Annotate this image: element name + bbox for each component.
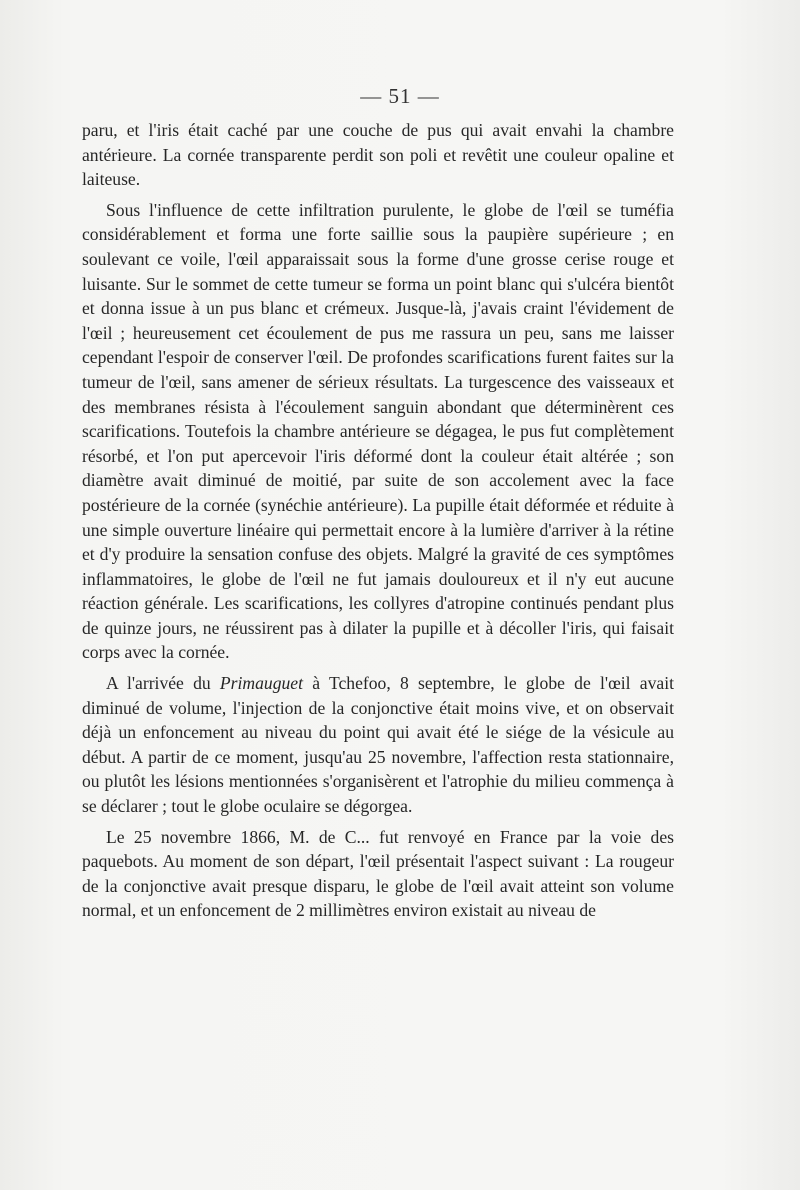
body-text — [82, 118, 674, 923]
paragraph-3 — [82, 671, 674, 819]
paragraph-2: Sous l'influence de cette infiltration purulente, le globe de l'œil se tuméfia considérablement et forma une forte saillie sous la paupière supérieure ; en soulevant ce voile, l'œil apparaissait sous la forme d'une grosse cerise rouge et luisante. Sur le sommet de cette tumeur se forma un point blanc qui s'ulcéra bientôt et donna issue à un pus blanc et crémeux. Jusque-là, j'avais craint l'évidement de l'œil ; heureusement cet écoulement de pus me rassura un peu, sans me laisser cependant l'espoir de conserver l'œil. De profondes scarifications furent faites sur la tumeur de l'œil, sans amener de sérieux résultats. La turgescence des vaisseaux et des membranes résista à l'écoulement sanguin abondant que déterminèrent ces scarifications. Toutefois la chambre antérieure se dégagea, le pus fut complètement résorbé, et l'on put apercevoir l'iris déformé dont la couleur était altérée ; son diamètre avait diminué de moitié, par suite de son accolement avec la face postérieure de la cornée (synéchie antérieure). La pupille était déformée et réduite à une simple ouverture linéaire qui permettait encore à la lumière d'arriver à la rétine et d'y produire la sensation confuse des objets. Malgré la gravité de ces symptômes inflammatoires, le globe de l'œil ne fut jamais douloureux et il n'y eut aucune réaction générale. Les scarifications, les collyres d'atropine continués pendant plus de quinze jours, ne réussirent pas à dilater la pupille et à décoller l'iris, qui faisait corps avec la cornée. — [82, 199, 674, 663]
paragraph-4: Le 25 novembre 1866, M. de C... fut renvoyé en France par la voie des paquebots. Au moment de son départ, l'œil présentait l'aspect suivant : La rougeur de la conjonctive avait presque disparu, le globe de l'œil avait atteint son volume normal, et un enfoncement de 2 millimètres environ existait au niveau de — [82, 826, 674, 921]
paragraph-3-rest: à Tchefoo, 8 septembre, le globe de l'œil avait diminué de volume, l'injection de la conjonctive était moins vive, et on observait déjà un enfoncement au niveau du point qui avait été le siége de la vésicule au début. A partir de ce moment, jusqu'au 25 novembre, l'affection resta stationnaire, ou plutôt les lésions mentionnées s'organisèrent et l'atrophie du milieu commença à se déclarer ; tout le globe oculaire se dégorgea. — [82, 673, 674, 817]
paragraph-1: paru, et l'iris était caché par une couche de pus qui avait envahi la chambre antérieure. La cornée transparente perdit son poli et revêtit une couleur opaline et laiteuse. — [82, 120, 674, 190]
ship-name: Primauguet — [219, 673, 303, 694]
page-number: — 51 — — [360, 84, 440, 108]
paragraph-3-start: A l'arrivée du — [106, 673, 220, 694]
